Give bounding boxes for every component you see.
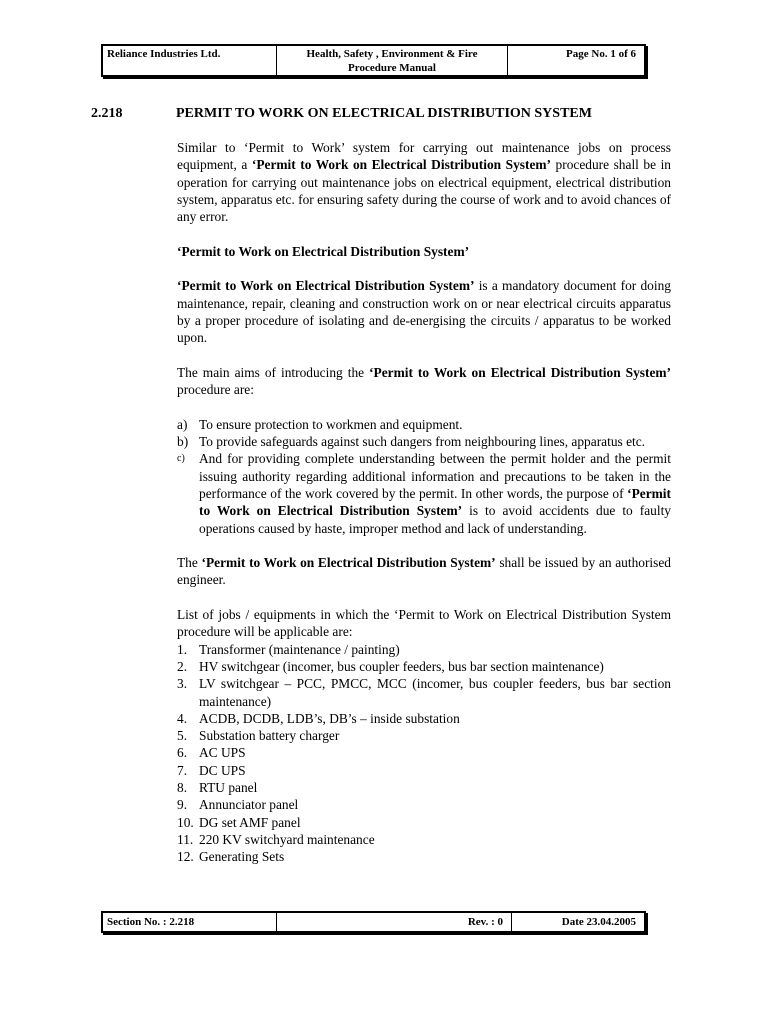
issuance-emphasis: ‘Permit to Work on Electrical Distribution System’ (201, 555, 496, 571)
list-marker: b) (177, 434, 189, 450)
list-item (177, 848, 671, 865)
list-item-text: Substation battery charger (199, 728, 340, 744)
page-footer-table (101, 911, 646, 933)
header-manual-title: Health, Safety , Environment & Fire Procedure Manual (277, 45, 508, 76)
aims-intro-paragraph (177, 364, 671, 399)
list-marker: 6. (177, 745, 188, 761)
list-item-text: Generating Sets (199, 849, 285, 865)
list-item-text: And for providing complete understanding between the permit holder and the permit issuing authority regarding additional information and precautions to be taken in the performance of the work covered by the permit. In other words, the purpose of (199, 451, 671, 501)
jobs-intro-paragraph: List of jobs / equipments in which the ‘Permit to Work on Electrical Distribution System procedure will be applicable are: (177, 607, 671, 640)
intro-text-end: procedure shall be in operation for carrying out maintenance jobs on electrical equipment, electrical distribution system, apparatus etc. for ensuring safety during the course of work and to avoid chances of any error. (177, 157, 671, 225)
list-marker: 8. (177, 779, 188, 795)
list-item (177, 710, 671, 727)
list-item-text-end: is to avoid accidents due to faulty operations caused by haste, improper method and lack of understanding. (199, 503, 671, 536)
list-item (177, 796, 671, 813)
jobs-list (177, 641, 671, 866)
header-page-number: Page No. 1 of 6 (508, 45, 646, 76)
list-item (177, 416, 671, 433)
footer-date: Date 23.04.2005 (512, 912, 646, 932)
aims-intro-text: The main aims of introducing the (177, 364, 370, 380)
list-marker: 10. (177, 814, 194, 830)
list-item (177, 814, 671, 831)
list-item (177, 762, 671, 779)
aims-intro-emphasis: ‘Permit to Work on Electrical Distribution System’ (369, 364, 671, 380)
list-item-text: DC UPS (199, 762, 246, 778)
issuance-paragraph (177, 554, 671, 589)
list-marker: 7. (177, 762, 188, 778)
intro-text: Similar to ‘Permit to Work’ system for carrying out maintenance jobs on process equipment, a (177, 140, 671, 173)
list-marker: 9. (177, 797, 188, 813)
footer-section-number: Section No. : 2.218 (102, 912, 277, 932)
aims-list (177, 416, 671, 537)
list-item-text: LV switchgear – PCC, PMCC, MCC (incomer, bus coupler feeders, bus bar section maintenance) (199, 676, 671, 709)
list-item (177, 450, 671, 536)
list-item-text: Transformer (maintenance / painting) (199, 641, 400, 657)
list-item (177, 779, 671, 796)
list-item-emphasis: ‘Permit to Work on Electrical Distribution System’ (199, 485, 671, 519)
list-marker: 2. (177, 658, 188, 674)
list-item (177, 727, 671, 744)
page-header-table (101, 44, 646, 77)
list-item-text: 220 KV switchyard maintenance (199, 831, 375, 847)
list-item-text: To provide safeguards against such dangers from neighbouring lines, apparatus etc. (199, 434, 646, 450)
subheading-text: ‘Permit to Work on Electrical Distribution System’ (177, 243, 470, 259)
intro-emphasis: ‘Permit to Work on Electrical Distribution System’ (251, 157, 552, 173)
list-item (177, 658, 671, 675)
list-marker: 5. (177, 728, 188, 744)
list-item (177, 433, 671, 450)
intro-paragraph (177, 139, 671, 225)
aims-intro-text-end: procedure are: (177, 382, 254, 398)
issuance-text: The (177, 555, 202, 571)
list-item-text: To ensure protection to workmen and equipment. (199, 416, 463, 432)
list-item (177, 641, 671, 658)
section-title: PERMIT TO WORK ON ELECTRICAL DISTRIBUTION SYSTEM (176, 106, 592, 121)
definition-paragraph (177, 277, 671, 346)
subheading (177, 243, 671, 260)
footer-revision: Rev. : 0 (277, 912, 512, 932)
list-item-text: HV switchgear (incomer, bus coupler feeders, bus bar section maintenance) (199, 658, 604, 674)
list-marker: 12. (177, 849, 194, 865)
section-number: 2.218 (91, 106, 123, 121)
list-item-text: Annunciator panel (199, 797, 299, 813)
header-company: Reliance Industries Ltd. (102, 45, 277, 76)
list-item (177, 675, 671, 710)
list-item-text: RTU panel (199, 779, 258, 795)
definition-emphasis: ‘Permit to Work on Electrical Distribution System’ (177, 278, 475, 294)
list-item (177, 831, 671, 848)
list-marker: 4. (177, 710, 188, 726)
list-item-text: AC UPS (199, 745, 246, 761)
list-marker: 1. (177, 641, 188, 657)
list-marker: c) (177, 453, 185, 465)
document-body (177, 139, 671, 865)
definition-text: is a mandatory document for doing maintenance, repair, cleaning and construction work on or near electrical circuits apparatus by a proper procedure of isolating and de-energising the circuits / apparatus to be worked upon. (177, 278, 671, 346)
list-item-text: DG set AMF panel (199, 814, 301, 830)
list-marker: 3. (177, 676, 188, 692)
list-item (177, 744, 671, 761)
issuance-text-end: shall be issued by an authorised engineer. (177, 555, 671, 588)
list-item-text: ACDB, DCDB, LDB’s, DB’s – inside substation (199, 710, 460, 726)
list-marker: 11. (177, 831, 194, 847)
list-marker: a) (177, 416, 188, 432)
